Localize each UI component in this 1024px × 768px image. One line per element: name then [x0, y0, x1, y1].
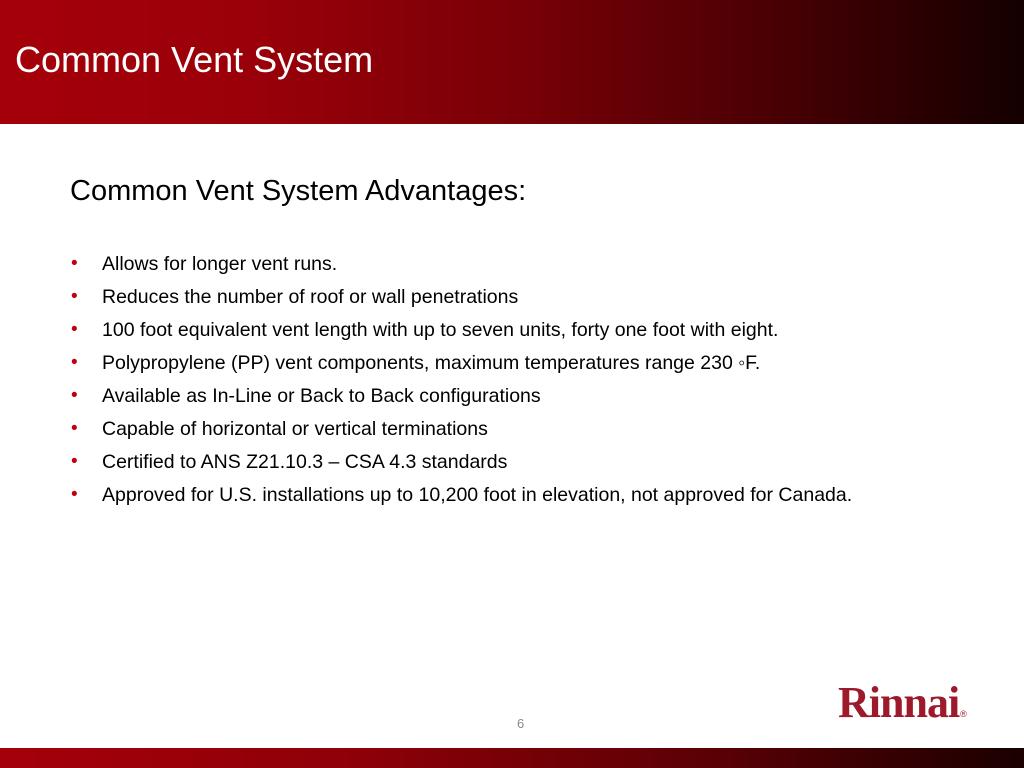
rinnai-logo	[838, 678, 967, 739]
bullet-text: Reduces the number of roof or wall penetrations	[102, 286, 519, 308]
bullet-icon: •	[71, 385, 78, 406]
bullet-icon: •	[71, 319, 78, 340]
bullet-text: Polypropylene (PP) vent components, maximum temperatures range 230 ◦F.	[102, 352, 761, 374]
bullet-text: Available as In-Line or Back to Back configurations	[102, 385, 541, 407]
bullet-text: Certified to ANS Z21.10.3 – CSA 4.3 standards	[102, 451, 508, 473]
header-band	[0, 0, 1024, 124]
bullet-icon: •	[71, 253, 78, 274]
slide-subtitle: Common Vent System Advantages:	[70, 175, 527, 207]
bullet-text: Allows for longer vent runs.	[102, 253, 338, 275]
bullet-icon: •	[71, 286, 78, 307]
bullet-icon: •	[71, 418, 78, 439]
bullet-icon: •	[71, 484, 78, 505]
slide-title: Common Vent System	[15, 39, 374, 80]
bullet-icon: •	[71, 451, 78, 472]
bullet-text: Capable of horizontal or vertical terminations	[102, 418, 488, 440]
page-number: 6	[517, 716, 525, 731]
registered-mark-icon: ®	[960, 709, 967, 719]
logo-text: Rinnai	[838, 678, 960, 727]
bullet-text: Approved for U.S. installations up to 10,200 foot in elevation, not approved for Canada.	[102, 484, 853, 506]
bullet-icon: •	[71, 352, 78, 373]
footer-band	[0, 748, 1024, 768]
bullet-text: 100 foot equivalent vent length with up to seven units, forty one foot with eight.	[102, 319, 779, 341]
